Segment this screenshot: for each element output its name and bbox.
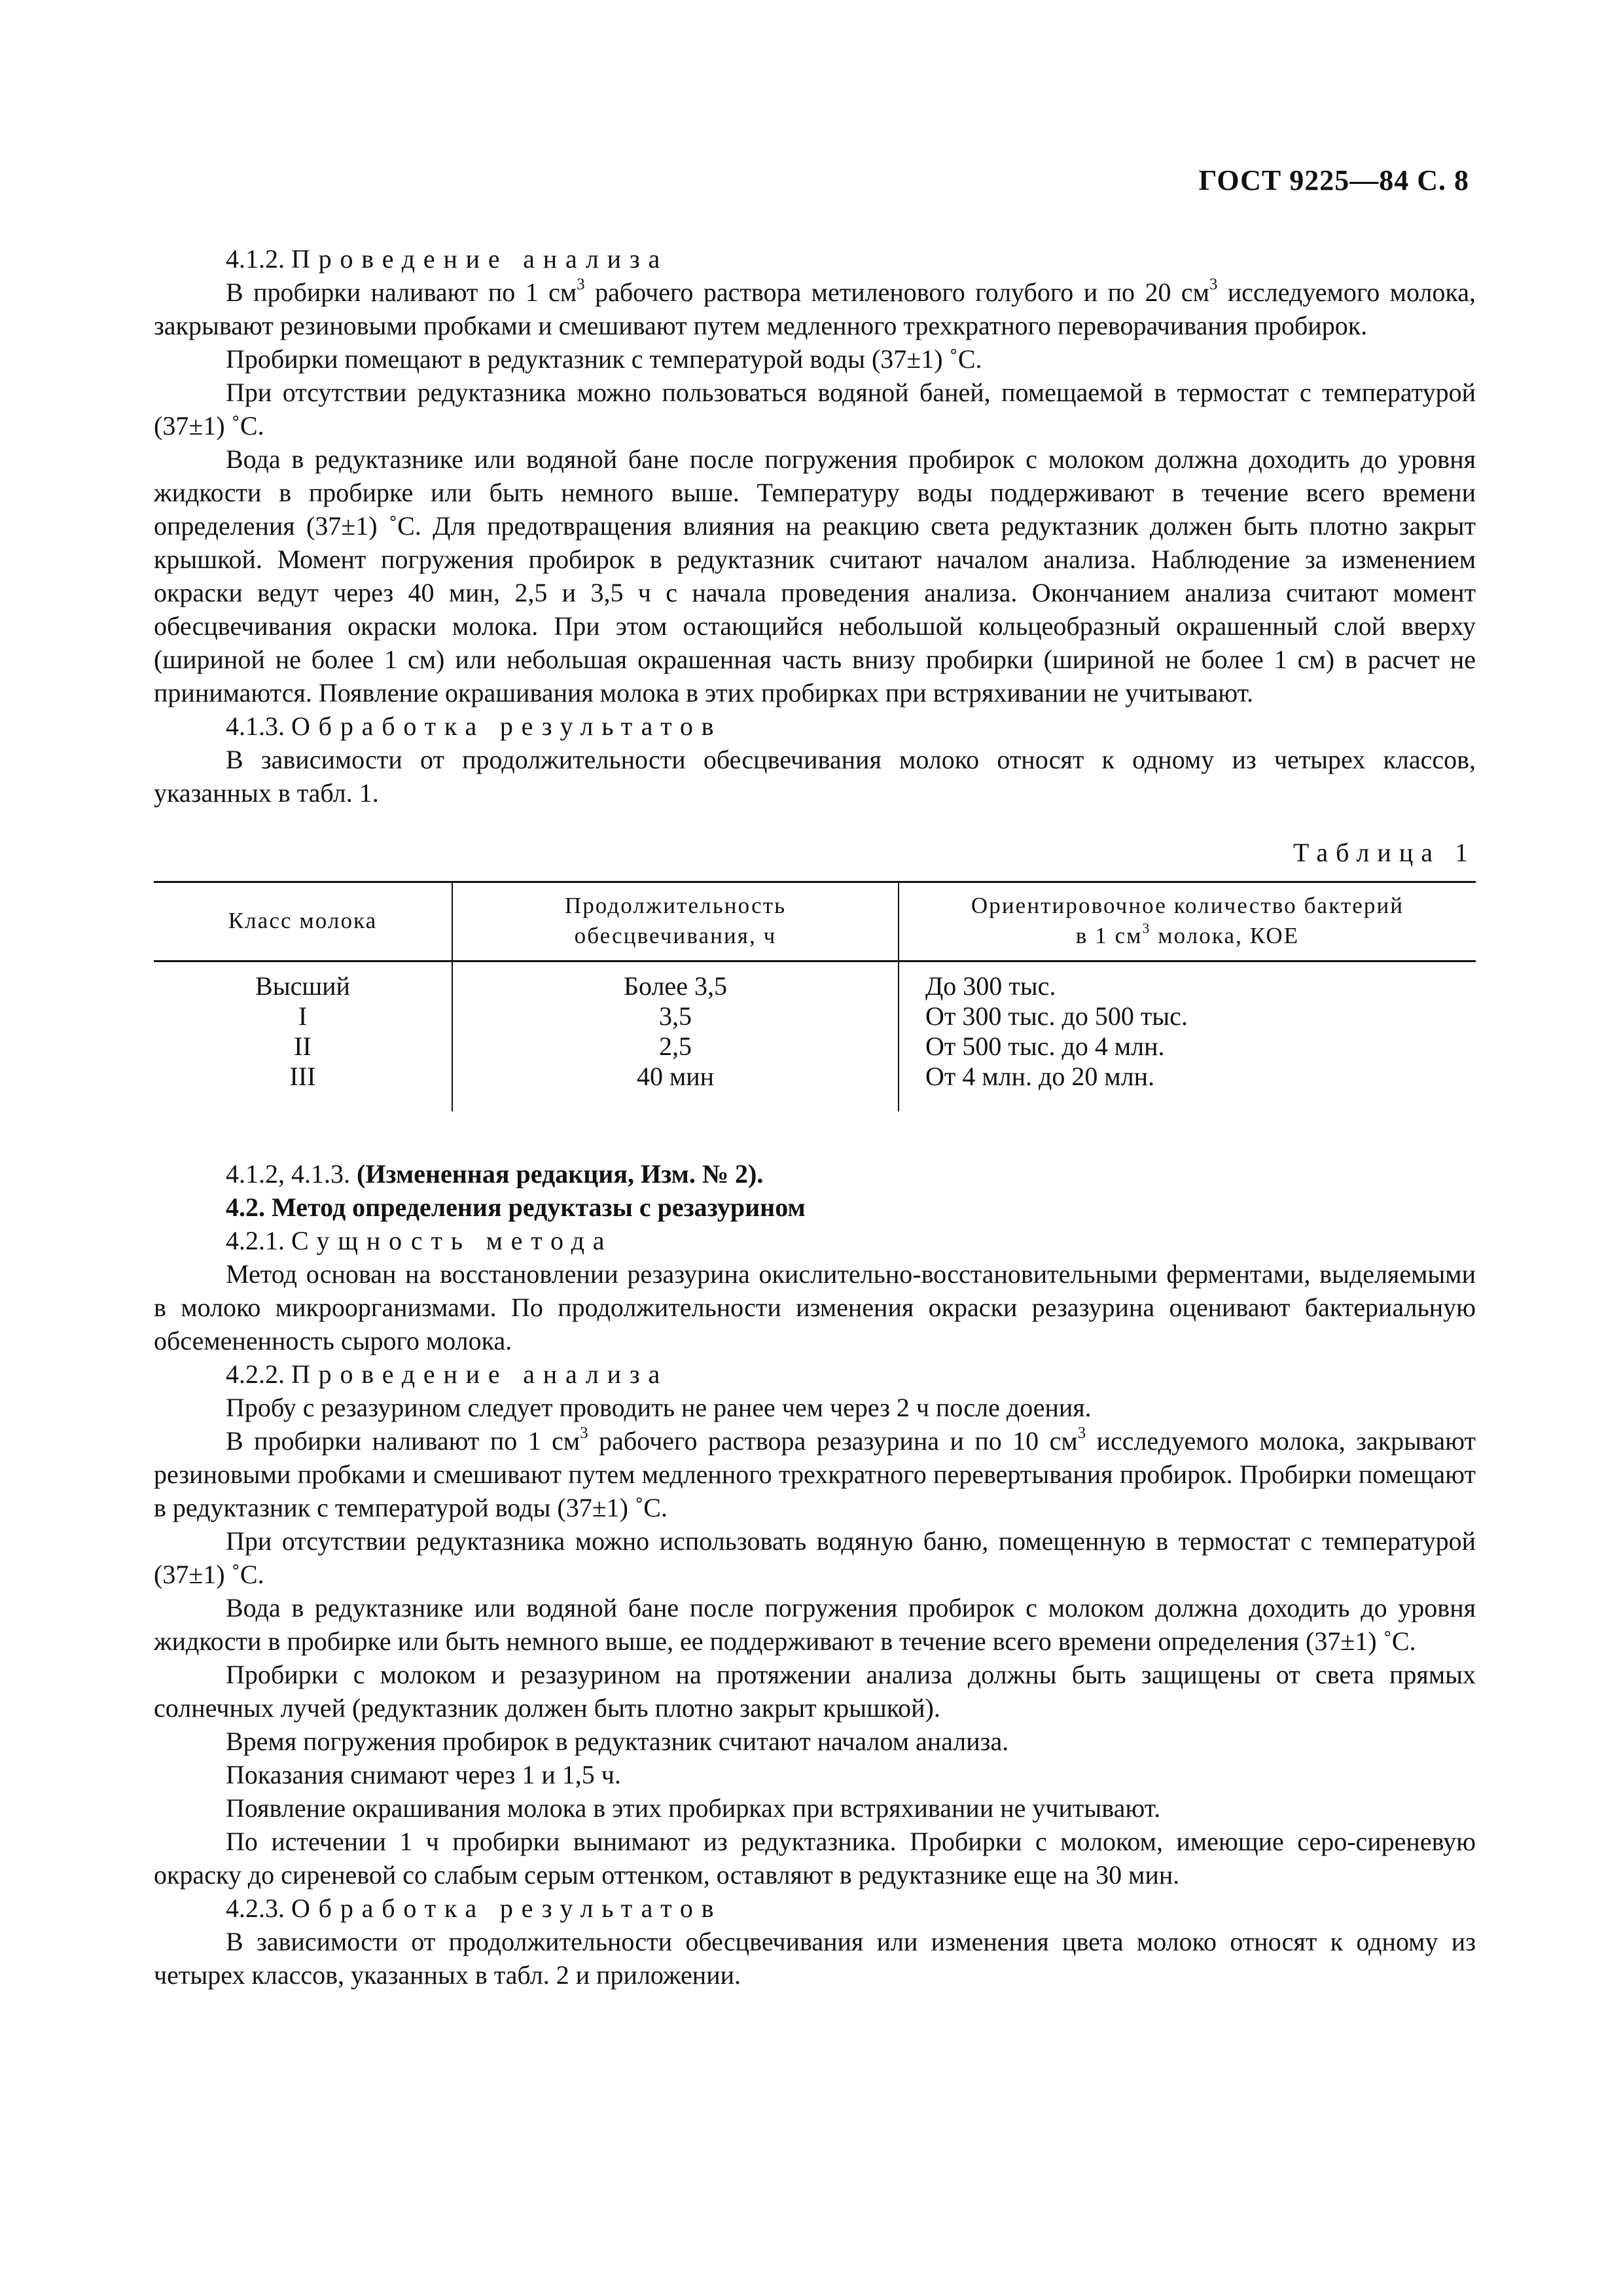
paragraph: Метод основан на восстановлении резазурина окислительно-восстановительными ферментами, выделяемыми в молоко микроорганизмами. По продолжительности изменения окраски резазурина оценивают бактериальную обсемененность сырого молока. <box>154 1259 1476 1355</box>
table-header-row <box>154 882 1476 961</box>
paragraph: В пробирки наливают по 1 $см^3$ рабочего раствора резазурина и по 10 $см^3$ исследуемого молока, закрывают резиновыми пробками и смешивают путем медленного трехкратного перевертывания пробирок. Пробирки помещают в редуктазник с температурой воды (37±1) ˚С. <box>154 1424 1476 1522</box>
table-cell: Более 3,5 <box>452 961 899 1002</box>
table-cell: I <box>298 1001 308 1031</box>
table-row <box>154 1062 1476 1111</box>
table-cell: 40 мин <box>452 1062 899 1111</box>
table-milk-classes <box>154 881 1476 1111</box>
table-cell: 3,5 <box>452 1001 899 1031</box>
table-row <box>154 1001 1476 1031</box>
table-cell: До 300 тыс. <box>899 961 1476 1002</box>
column-header: Ориентировочное количество бактерий в 1 $см^3$ молока, КОЕ <box>899 882 1476 961</box>
paragraph: Вода в редуктазнике или водяной бане после погружения пробирок с молоком должна доходить до уровня жидкости в пробирке или быть немного выше, ее поддерживают в течение всего времени определения (37±1) ˚С. <box>154 1593 1476 1656</box>
column-header: Класс молока <box>154 882 452 961</box>
document-body <box>154 242 1476 1992</box>
table-cell: От 4 млн. до 20 млн. <box>899 1062 1476 1111</box>
section-heading-4-2-2: 4.2.2. Проведение анализа <box>226 1359 669 1389</box>
paragraph: В пробирки наливают по 1 $см^3$ рабочего раствора метиленового голубого и по 20 $см^3$ исследуемого молока, закрывают резиновыми пробками и смешивают путем медленного трехкратного переворачивания пробирок. <box>154 276 1476 340</box>
table-row <box>154 1031 1476 1062</box>
paragraph: В зависимости от продолжительности обесцвечивания молоко относят к одному из четырех классов, указанных в табл. 1. <box>154 745 1476 808</box>
column-header: Продолжительность обесцвечивания, ч <box>452 882 899 961</box>
section-heading-4-2-3: 4.2.3. Обработка результатов <box>226 1893 722 1923</box>
amendment-note: 4.1.2, 4.1.3. (Измененная редакция, Изм. № 2). <box>226 1159 764 1189</box>
section-heading-4-1-2: 4.1.2. Проведение анализа <box>226 244 669 274</box>
paragraph: Пробирки помещают в редуктазник с температурой воды (37±1) ˚С. <box>226 344 982 374</box>
table-row <box>154 961 1476 1002</box>
section-heading-4-2: 4.2. Метод определения редуктазы с резазурином <box>226 1193 806 1222</box>
paragraph: Время погружения пробирок в редуктазник считают началом анализа. <box>226 1727 1009 1756</box>
paragraph: Пробу с резазурином следует проводить не ранее чем через 2 ч после доения. <box>226 1393 1092 1422</box>
table-caption: Таблица 1 <box>1293 838 1476 867</box>
table-cell: От 300 тыс. до 500 тыс. <box>899 1001 1476 1031</box>
paragraph: При отсутствии редуктазника можно использовать водяную баню, помещенную в термостат с температурой (37±1) ˚С. <box>154 1526 1476 1589</box>
paragraph: Пробирки с молоком и резазурином на протяжении анализа должны быть защищены от света прямых солнечных лучей (редуктазник должен быть плотно закрыт крышкой). <box>154 1660 1476 1723</box>
paragraph: В зависимости от продолжительности обесцвечивания или изменения цвета молоко относят к одному из четырех классов, указанных в табл. 2 и приложении. <box>154 1927 1476 1990</box>
table-cell: II <box>294 1031 312 1061</box>
paragraph: Появление окрашивания молока в этих пробирках при встряхивании не учитывают. <box>226 1793 1161 1823</box>
table-cell: III <box>289 1062 316 1091</box>
paragraph: Показания снимают через 1 и 1,5 ч. <box>226 1760 621 1789</box>
paragraph: По истечении 1 ч пробирки вынимают из редуктазника. Пробирки с молоком, имеющие серо-сиреневую окраску до сиреневой со слабым серым оттенком, оставляют в редуктазнике еще на 30 мин. <box>154 1827 1476 1890</box>
paragraph: При отсутствии редуктазника можно пользоваться водяной баней, помещаемой в термостат с температурой (37±1) ˚С. <box>154 378 1476 440</box>
table-cell: Высший <box>255 971 350 1001</box>
section-heading-4-1-3: 4.1.3. Обработка результатов <box>226 711 722 741</box>
section-heading-4-2-1: 4.2.1. Сущность метода <box>226 1226 613 1255</box>
table-cell: 2,5 <box>452 1031 899 1062</box>
table-cell: От 500 тыс. до 4 млн. <box>899 1031 1476 1062</box>
page-header: ГОСТ 9225—84 С. 8 <box>1198 164 1469 196</box>
paragraph: Вода в редуктазнике или водяной бане после погружения пробирок с молоком должна доходить до уровня жидкости в пробирке или быть немного выше. Температуру воды поддерживают в течение всего времени определения (37±1) ˚С. Для предотвращения влияния на реакцию света редуктазник должен быть плотно закрыт крышкой. Момент погружения пробирок в редуктазник считают началом анализа. Наблюдение за изменением окраски ведут через 40 мин, 2,5 и 3,5 ч с начала проведения анализа. Окончанием анализа считают момент обесцвечивания окраски молока. При этом остающийся небольшой кольцеобразный окрашенный слой вверху (шириной не более 1 см) или небольшая окрашенная часть внизу пробирки (шириной не более 1 см) в расчет не принимаются. Появление окрашивания молока в этих пробирках при встряхивании не учитывают. <box>154 444 1476 708</box>
